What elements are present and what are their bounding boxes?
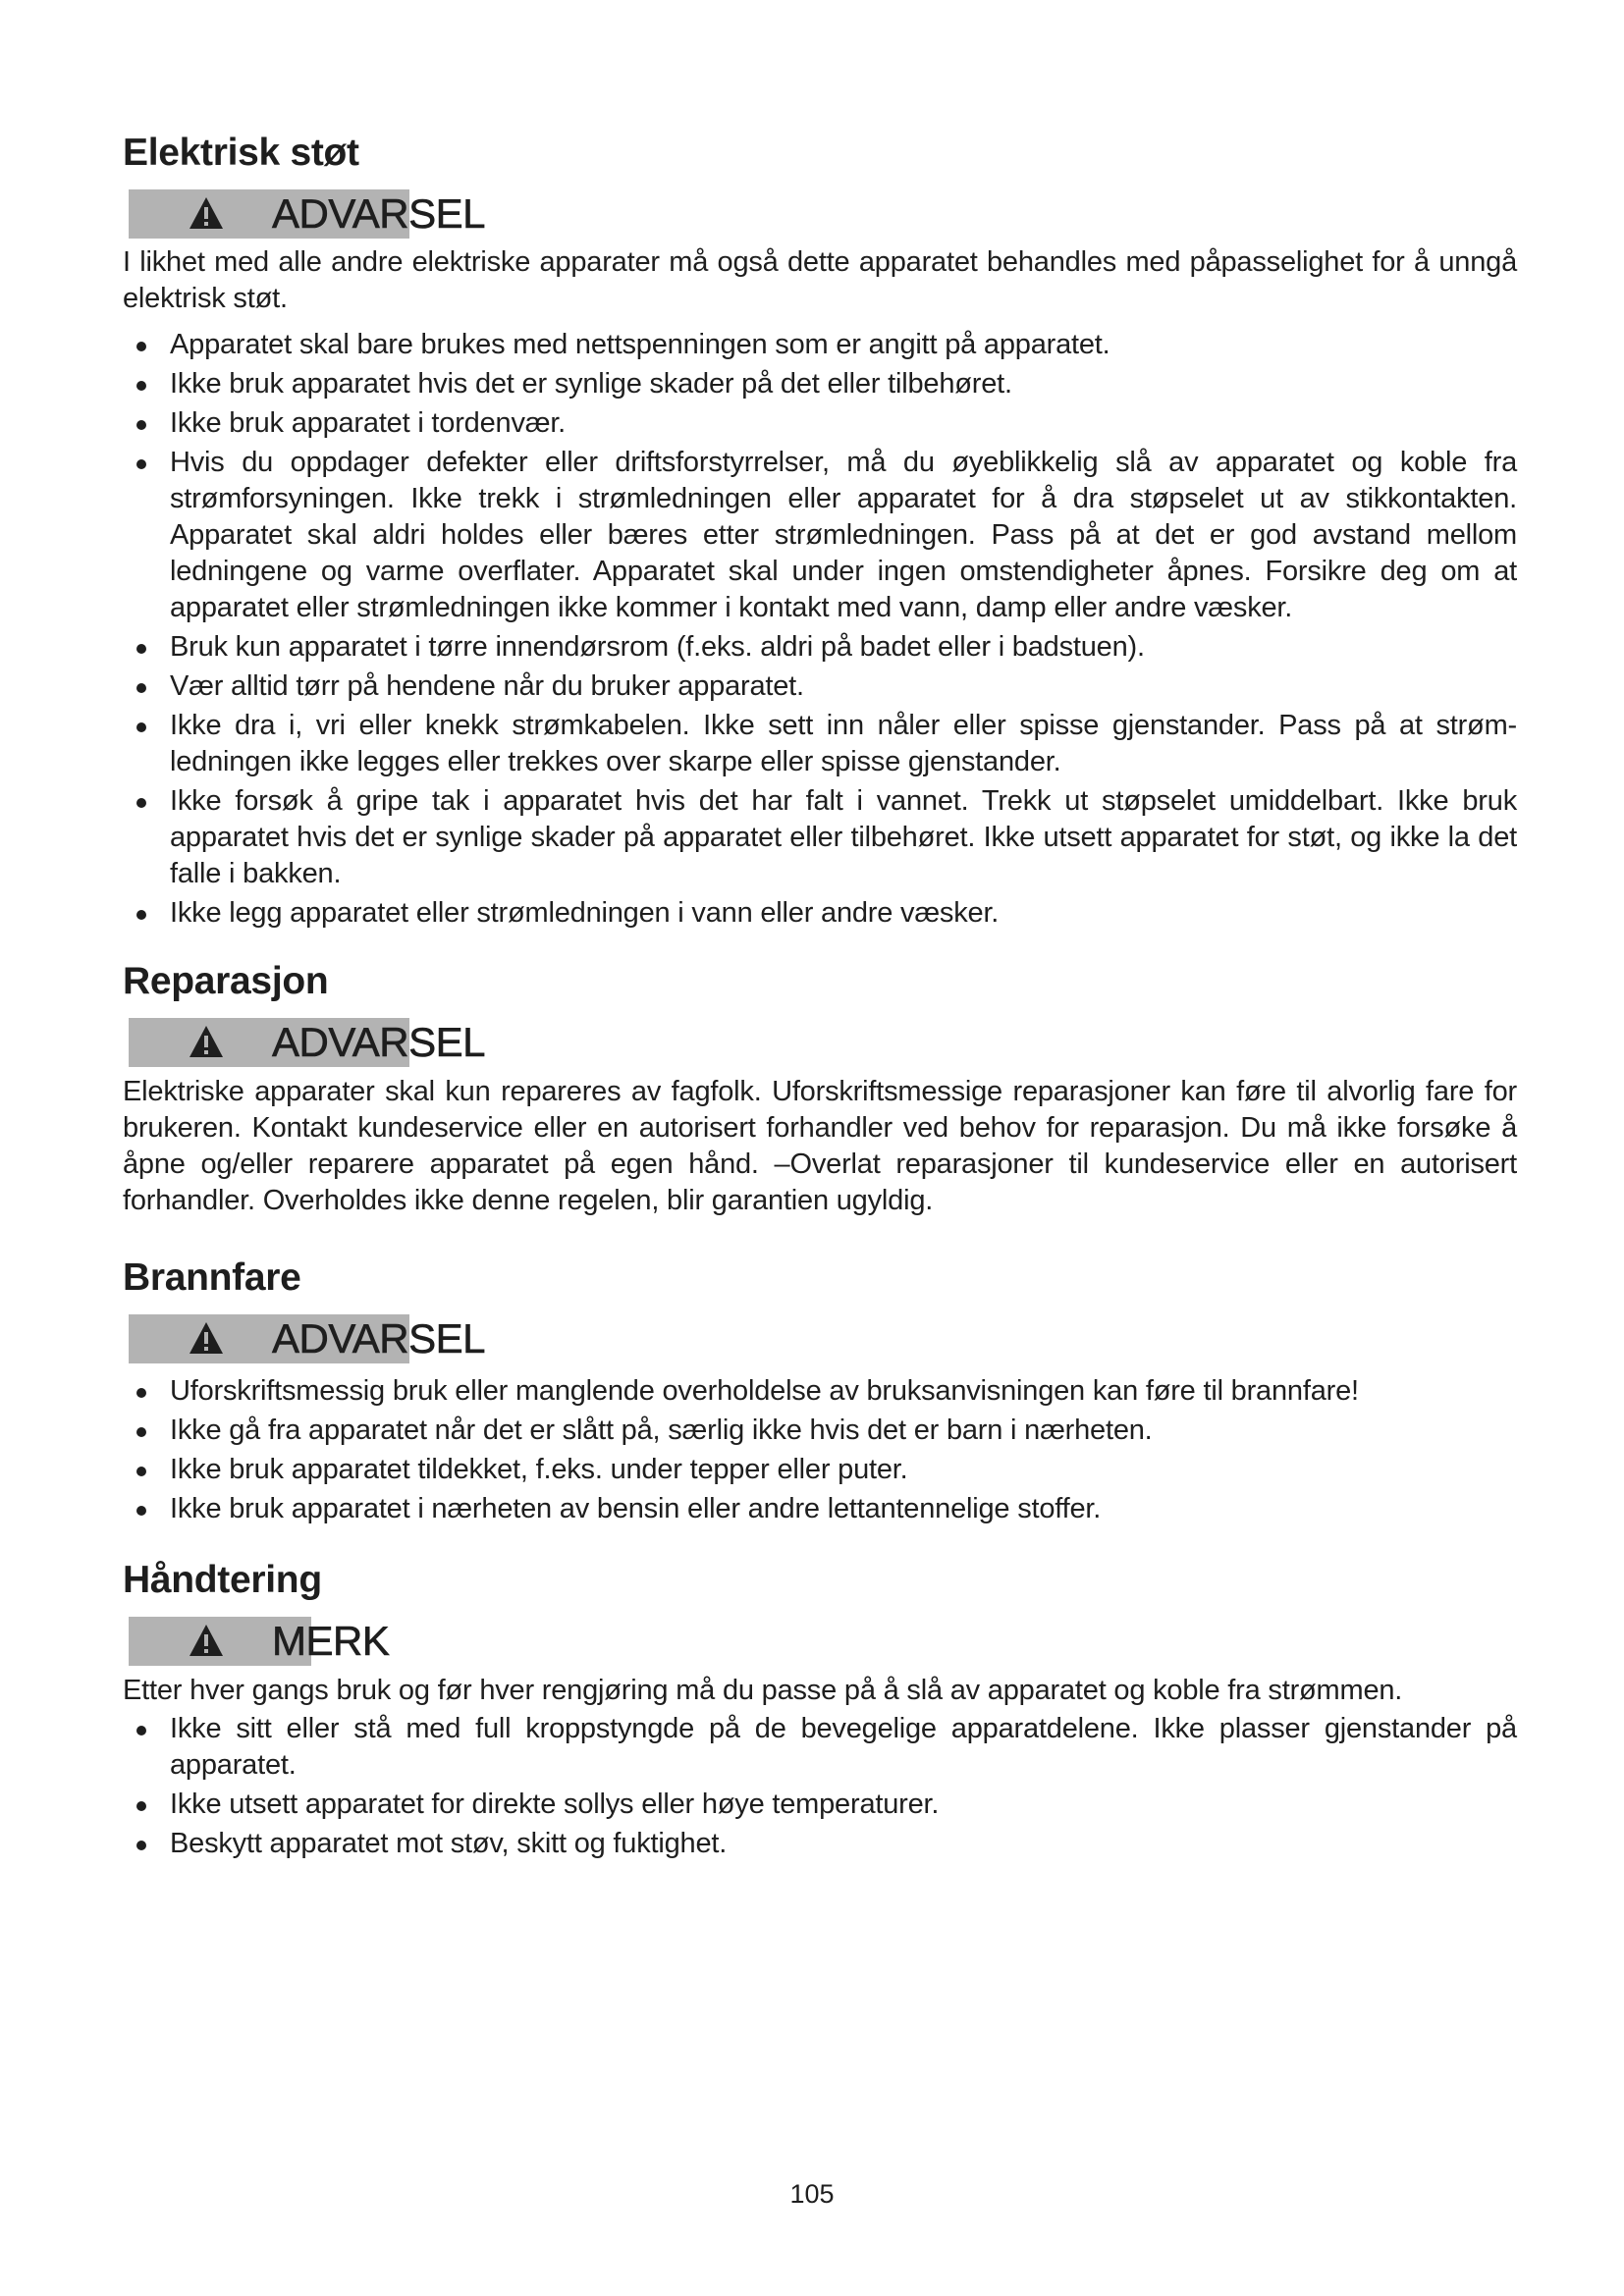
bullet-list (123, 327, 1517, 934)
bullet-dot (136, 798, 146, 808)
bullet-dot (136, 1467, 146, 1476)
list-item: Ikke utsett apparatet for direkte sollys eller høye temperaturer. (123, 1787, 1517, 1823)
note-banner (129, 1617, 482, 1666)
list-item: Ikke legg apparatet eller strømledningen i vann eller andre væsker. (123, 895, 1517, 932)
bullet-dot (136, 381, 146, 391)
banner-label: ADVARSEL (272, 1315, 485, 1362)
list-item: Beskytt apparatet mot støv, skitt og fuktighet. (123, 1826, 1517, 1862)
list-item: Uforskriftsmessig bruk eller manglende overholdelse av bruksanvisningen kan føre til brannfare! (123, 1373, 1517, 1410)
list-item: Ikke bruk apparatet i nærheten av bensin eller andre lettantennelige stoffer. (123, 1491, 1517, 1527)
warning-triangle-icon (188, 1623, 225, 1658)
list-item: Ikke bruk apparatet i tordenvær. (123, 405, 1517, 442)
bullet-list (123, 1711, 1517, 1865)
list-item: Hvis du oppdager defekter eller driftsforstyrrelser, må du øyeblikkelig slå av apparatet og koble fra strømforsyningen. Ikke trekk i strømledningen eller apparatet for å dra støpselet ut av stikkontakten. Apparatet skal aldri holdes eller bæres etter strømledningen. Pass på at det er god avstand mellom ledningene og varme overflater. Apparatet skal under ingen omstendigheter åpnes. Forsikre deg om at apparatet eller strømledningen ikke kommer i kontakt med vann, damp eller andre væsker. (123, 445, 1517, 626)
bullet-dot (136, 1388, 146, 1398)
section-heading-handtering: Håndtering (123, 1559, 322, 1601)
bullet-dot (136, 910, 146, 920)
banner-label: ADVARSEL (272, 1019, 485, 1065)
bullet-dot (136, 1506, 146, 1516)
section-intro: I likhet med alle andre elektriske apparater må også dette apparatet behandles med påpasselighet for å unngå elektrisk støt. (123, 246, 1517, 314)
warning-banner (129, 1314, 485, 1363)
list-item: Bruk kun apparatet i tørre innendørsrom (f.eks. aldri på badet eller i badstuen). (123, 629, 1517, 666)
bullet-dot (136, 459, 146, 469)
warning-triangle-icon (188, 1320, 225, 1356)
list-item: Ikke bruk apparatet hvis det er synlige skader på det eller tilbehøret. (123, 366, 1517, 402)
section-heading-reparasjon: Reparasjon (123, 960, 329, 1002)
bullet-dot (136, 644, 146, 654)
list-item: Ikke sitt eller stå med full kroppstyngde på de bevegelige apparatdelene. Ikke plasser gjenstander på apparatet. (123, 1711, 1517, 1784)
page-number: 105 (789, 2179, 835, 2209)
section-heading-brannfare: Brannfare (123, 1256, 301, 1299)
banner-label: MERK (272, 1618, 390, 1664)
bullet-dot (136, 420, 146, 430)
warning-banner (129, 1018, 485, 1067)
list-item: Ikke dra i, vri eller knekk strømkabelen. Ikke sett inn nåler eller spisse gjenstander. Pass på at strøm-ledningen ikke legges eller trekkes over skarpe eller spisse gjenstander. (123, 708, 1517, 780)
section-intro: Etter hver gangs bruk og før hver rengjøring må du passe på å slå av apparatet og koble fra strømmen. (123, 1675, 1403, 1706)
warning-triangle-icon (188, 1024, 225, 1059)
bullet-dot (136, 342, 146, 351)
bullet-dot (136, 1841, 146, 1850)
bullet-dot (136, 1427, 146, 1437)
list-item: Ikke forsøk å gripe tak i apparatet hvis det har falt i vannet. Trekk ut støpselet umiddelbart. Ikke bruk apparatet hvis det er synlige skader på apparatet eller tilbehøret. Ikke utsett apparatet for støt, og ikke la det falle i bakken. (123, 783, 1517, 892)
section-heading-elektrisk-stot: Elektrisk støt (123, 132, 359, 174)
list-item: Vær alltid tørr på hendene når du bruker apparatet. (123, 668, 1517, 705)
warning-triangle-icon (188, 195, 225, 231)
list-item: Ikke gå fra apparatet når det er slått på, særlig ikke hvis det er barn i nærheten. (123, 1413, 1517, 1449)
warning-banner (129, 189, 485, 239)
bullet-dot (136, 1726, 146, 1735)
bullet-list (123, 1373, 1517, 1530)
section-intro: Elektriske apparater skal kun repareres av fagfolk. Uforskriftsmessige reparasjoner kan føre til alvorlig fare for brukeren. Kontakt kundeservice eller en autorisert forhandler ved behov for reparasjon. Du må ikke forsøke å åpne og/eller reparere apparatet på egen hånd. –Overlat reparasjoner til kundeservice eller en autorisert forhandler. Overholdes ikke denne regelen, blir garantien ugyldig. (123, 1076, 1517, 1216)
bullet-dot (136, 722, 146, 732)
list-item: Ikke bruk apparatet tildekket, f.eks. under tepper eller puter. (123, 1452, 1517, 1488)
list-item: Apparatet skal bare brukes med nettspenningen som er angitt på apparatet. (123, 327, 1517, 363)
banner-label: ADVARSEL (272, 190, 485, 237)
bullet-dot (136, 1801, 146, 1811)
bullet-dot (136, 683, 146, 693)
